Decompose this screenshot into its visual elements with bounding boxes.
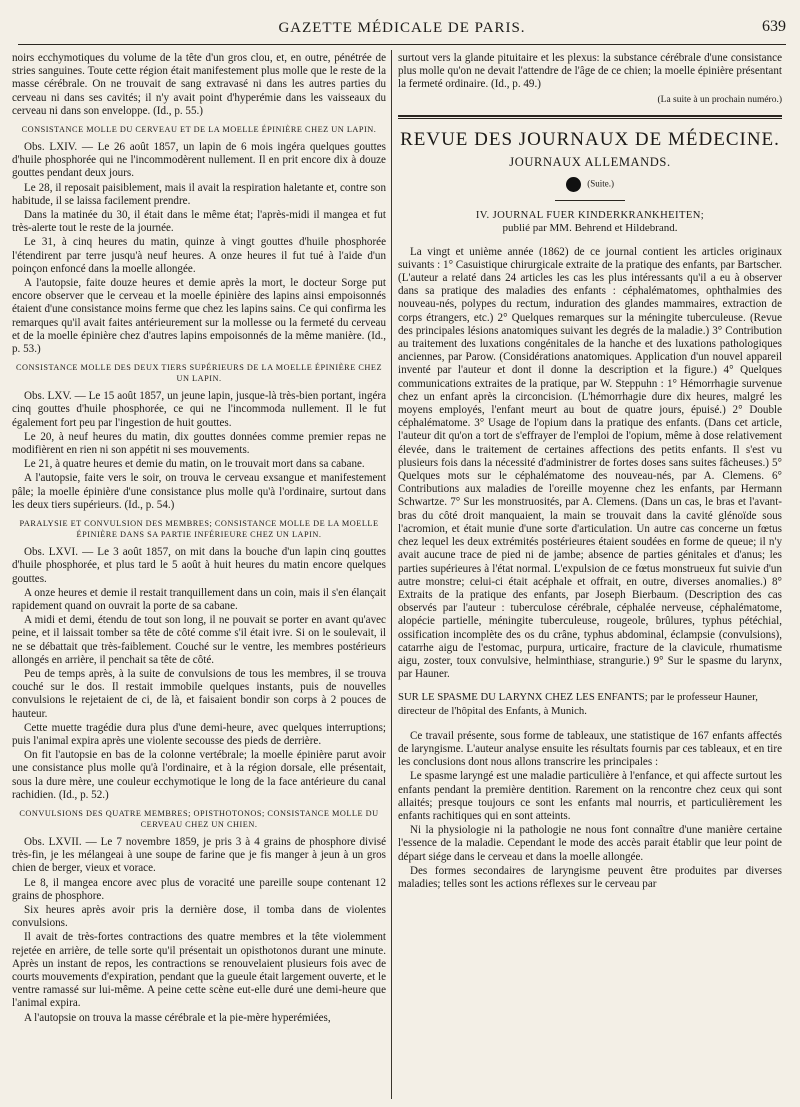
paragraph: Des formes secondaires de laryngisme peuvent être produites par diverses maladies; telles sont les actions réflexes sur le cerveau par <box>398 864 782 890</box>
paragraph: Ni la physiologie ni la pathologie ne nous font connaître d'une manière certaine l'essence de la maladie. Cependant le mode des accès parait établir que leur point de départ siége dans le cerveau et dans la moelle allongée. <box>398 824 782 863</box>
section-heading: CONVULSIONS DES QUATRE MEMBRES; OPISTHOTONOS; CONSISTANCE MOLLE DU CERVEAU CHEZ UN CHIEN. <box>19 808 379 829</box>
paragraph: Le 20, à neuf heures du matin, dix gouttes données comme premier repas ne modifièrent en rien ni son appétit ni ses mouvements. <box>12 430 386 457</box>
revue-title: REVUE DES JOURNAUX DE MÉDECINE. <box>400 128 780 150</box>
paragraph: Cette muette tragédie dura plus d'une demi-heure, avec quelques interruptions; puis l'animal expira après une violente secousse des pieds de derrière. <box>12 721 386 747</box>
paragraph: Le spasme laryngé est une maladie particulière à l'enfance, et qui affecte surtout les enfants pendant la première dentition. Rarement on la rencontre chez ceux qui sont allaités; presque toujours ce sont les enfants mal nourris, et particulièrement les enfants rachitiques qui en sont atteints. <box>398 770 782 822</box>
section-rule <box>398 118 782 119</box>
paragraph: Obs. LXVI. — Le 3 août 1857, on mit dans la bouche d'un lapin cinq gouttes d'huile phosphorée, et plus tard le 5 août à huit heures du matin encore quelques gouttes. <box>12 546 386 585</box>
paragraph: Six heures après avoir pris la dernière dose, il tomba dans de violentes convulsions. <box>12 903 386 930</box>
paragraph: Le 31, à cinq heures du matin, quinze à vingt gouttes d'huile phosphorée l'étendirent par terre jusqu'à neuf heures. A onze heures il fut tué à l'aide d'un poinçon enfoncé dans la moelle allongée. <box>12 236 386 275</box>
article-heading: SUR LE SPASME DU LARYNX CHEZ LES ENFANTS; par le professeur Hauner, directeur de l'hôpital des Enfants, à Munich. <box>398 691 758 717</box>
paragraph: On fit l'autopsie en bas de la colonne vertébrale; la moelle épinière parut avoir une consistance plus molle qu'à l'ordinaire, et à la région dorsale, elle présentait, sous la dure mère, une couleur ecchymotique le long de la face antérieure du canal rachidien. (Id., p. 52.) <box>12 749 386 801</box>
paragraph: A l'autopsie on trouva la masse cérébrale et la pie-mère hyperémiées, <box>24 1011 331 1024</box>
paragraph: La vingt et unième année (1862) de ce journal contient les articles originaux suivants : 1° Casuistique chirurgicale extraite de la pratique des enfants, par Bartscher. (L'auteur a relaté dans 24 articles les cas les plus intéressants qu'il a eu à observer dans sa pratique des maladies des enfants : céphalématomes, ophthalmies des nouveau-nés, polypes du rectum, induration des glandes mammaires, extraction de corps étrangers, etc.) 2° Quelques remarques sur la méningite tuberculeuse. (Revue des principales lésions anatomiques suivant les degrés de la maladie.) 3° Contribution au traitement des luxations congénitales de la hanche et des luxations pathologiques anciennes, par Parow. (Considérations anatomiques. Application d'un nouvel appareil inventé par l'auteur et dont il donne la description et la figure.) 4° Quelques communications extraites de la pratique, par W. Steppuhn : 1° Hémorrhagie survenue chez un enfant après la circoncision. (L'hémorrhagie dure dix heures, malgré les moyens employés, l'enfant meurt au bout de quatre jours, épuisé.) 2° Double céphalématome. 3° Usage de l'opium dans la pratique des enfants. (Dans cet article, l'auteur dit qu'on a tort de s'effrayer de l'emploi de l'opium, même à dose relativement élevée, dans le traitement de certaines affections des petits enfants. Il s'est vu plusieurs fois dans la nécessité d'administrer de fortes doses sans suites fâcheuses.) 5° Quelques mots sur le céphalématome des nouveau-nés, par A. Clemens. 6° Contributions aux maladies de l'oreille moyenne chez les enfants, par Hermann Schwartze. 7° Sur les monstruosités, par A. Clemens. (Dans un cas, le bras et l'avant-bras du côté droit manquaient, la main se trouvait dans la cavité glénoïde sous l'acromion, et était munie d'une sorte d'articulation. Un autre cas concerne un fœtus chez lequel les deux extrémités postérieures étaient soudées en forme de queue; il n'y avait aucune trace de pied ni de jambe; absence de parties génitales et d'anus; les parties supérieures à l'état normal. L'expulsion de ce fœtus monstrueux fut suivie d'un autre monstre; celui-ci était acéphale et offrait, en outre, diverses anomalies.) 8° Extraits de la pratique des enfants, par Joseph Bierbaum. (Description des cas observés par l'auteur : tuberculose cérébrale, céphalée nerveuse, céphalématome, alopécie partielle, méningite tuberculeuse, rougeole, brûlures, typhus pétéchial, ossification incomplète des os du crâne, typhus abdominal, éclampsie (convulsions), catarrhe aigu de l'estomac, purpura, urticaire, fracture de la clavicule, rhumatisme aigu, zoster, toux convulsive, helminthiase, strangurie.) 9° Sur le spasme du larynx, par Hauner. <box>398 245 782 681</box>
journal-editors: publié par MM. Behrend et Hildebrand. <box>502 222 678 235</box>
paragraph: A l'autopsie, faite douze heures et demie après la mort, le docteur Sorge put encore observer que le cerveau et la moelle épinière des lapins ainsi empoisonnés étaient d'une consistance moins ferme que chez les lapins sains. Ce qui confirma les remarques qu'il avait faites antérieurement sur la mollesse ou la fermeté du cerveau et de la moelle épinière chez d'autres lapins empoisonnés de la même manière. (Id., p. 53.) <box>12 277 386 356</box>
paragraph: surtout vers la glande pituitaire et les plexus: la substance cérébrale d'une consistance plus molle qu'on ne devait l'attendre de l'âge de ce chien; la moelle épinière présentant la fermeté ordinaire. (Id., p. 49.) <box>398 52 782 91</box>
page-number: 639 <box>762 18 786 35</box>
column-divider <box>391 50 392 1099</box>
left-column <box>12 52 386 1099</box>
paragraph: Ce travail présente, sous forme de tableaux, une statistique de 167 enfants affectés de laryngisme. L'auteur analyse ensuite les résultats fournis par ces tableaux, et en tire les conclusions dont nous allons transcrire les principales : <box>398 729 782 769</box>
right-column <box>398 52 782 1099</box>
section-heading: CONSISTANCE MOLLE DU CERVEAU ET DE LA MOELLE ÉPINIÈRE CHEZ UN LAPIN. <box>21 125 377 135</box>
continued-note: (La suite à un prochain numéro.) <box>657 94 782 105</box>
short-rule <box>555 200 625 201</box>
paragraph: Il avait de très-fortes contractions des quatre membres et la tête violemment rejetée en arrière, de telle sorte qu'il présentait un opisthotonos durant une minute. Après un instant de repos, les contractions se renouvelaient plusieurs fois avec de courts mouvements d'expiration, pendant que la gueule était largement ouverte, et le ventre ramassé sur lui-même. A peine cette scène eut-elle duré une demi-heure que l'animal expira. <box>12 931 386 1010</box>
journal-heading: IV. JOURNAL FUER KINDERKRANKHEITEN; <box>475 210 705 222</box>
paragraph: Dans la matinée du 30, il était dans le même état; l'après-midi il mangea et fut très-alerte tout le reste de la journée. <box>12 209 386 235</box>
section-rule <box>398 115 782 117</box>
paragraph: Le 28, il reposait paisiblement, mais il avait la respiration haletante et, contre son habitude, il se laissa facilement prendre. <box>12 181 386 207</box>
paragraph: A onze heures et demie il restait tranquillement dans un coin, mais il s'en élançait rapidement quand on ouvrait la porte de sa cabane. <box>12 586 386 612</box>
paragraph: Obs. LXV. — Le 15 août 1857, un jeune lapin, jusque-là très-bien portant, ingéra cinq gouttes d'huile phosphorée, ce qui ne l'incommoda nullement. Il le fut également fort peu par l'ingestion de huit gouttes. <box>12 390 386 429</box>
section-subtitle: JOURNAUX ALLEMANDS. <box>509 155 671 170</box>
journal-title: GAZETTE MÉDICALE DE PARIS. <box>278 20 526 36</box>
ink-blot-icon <box>566 177 581 192</box>
suite-label: (Suite.) <box>587 178 614 189</box>
paragraph: Peu de temps après, à la suite de convulsions de tous les membres, il se trouva couché sur le dos. Il restait immobile quelques instants, puis de nouvelles convulsions le rejetaient de ci, de là, et faisaient bondir son corps à 2 pouces de hauteur. <box>12 667 386 720</box>
paragraph: Le 21, à quatre heures et demie du matin, on le trouvait mort dans sa cabane. <box>24 458 365 471</box>
paragraph: noirs ecchymotiques du volume de la tête d'un gros clou, et, en outre, pénétrée de stries sanguines. Toute cette région était manifestement plus molle que le reste de la masse cérébrale. On ne trouvait de sang extravasé ni dans les autres parties du cerveau ni dans ses cavités; il n'y avait point d'hyperémie dans les vaisseaux du cerveau ni dans son enveloppe. (Id., p. 55.) <box>12 52 386 117</box>
section-heading: PARALYSIE ET CONVULSION DES MEMBRES; CONSISTANCE MOLLE DE LA MOELLE ÉPINIÈRE DANS SA PARTIE INFÉRIEURE CHEZ UN LAPIN. <box>19 519 379 540</box>
page-header <box>18 14 786 45</box>
paragraph: Le 8, il mangea encore avec plus de voracité une pareille soupe contenant 12 grains de phosphore. <box>12 876 386 902</box>
paragraph: Obs. LXVII. — Le 7 novembre 1859, je pris 3 à 4 grains de phosphore divisé très-fin, je les mélangeai à une soupe de farine que je fis manger à jeun à un gros chien de berger, vieux et vorace. <box>12 835 386 875</box>
paragraph: A midi et demi, étendu de tout son long, il ne pouvait se porter en avant qu'avec peine, et il laissait tomber sa tête de côté comme s'il était ivre. Si on le soulevait, il ne se débattait que très-faiblement. Couché sur le ventre, les membres postérieurs allongés en arrière, il penchait sa tête de côté. <box>12 614 386 666</box>
paragraph: Obs. LXIV. — Le 26 août 1857, un lapin de 6 mois ingéra quelques gouttes d'huile phosphorée qui ne l'incommodèrent nullement. Il en prit encore dix à douze gouttes pendant deux jours. <box>12 141 386 180</box>
section-heading: CONSISTANCE MOLLE DES DEUX TIERS SUPÉRIEURS DE LA MOELLE ÉPINIÈRE CHEZ UN LAPIN. <box>15 363 383 384</box>
paragraph: A l'autopsie, faite vers le soir, on trouva le cerveau exsangue et manifestement pâle; la moelle épinière d'une consistance plus molle qu'à l'ordinaire, surtout dans les deux tiers supérieurs. (Id., p. 54.) <box>12 472 386 511</box>
suite-line <box>398 177 782 192</box>
